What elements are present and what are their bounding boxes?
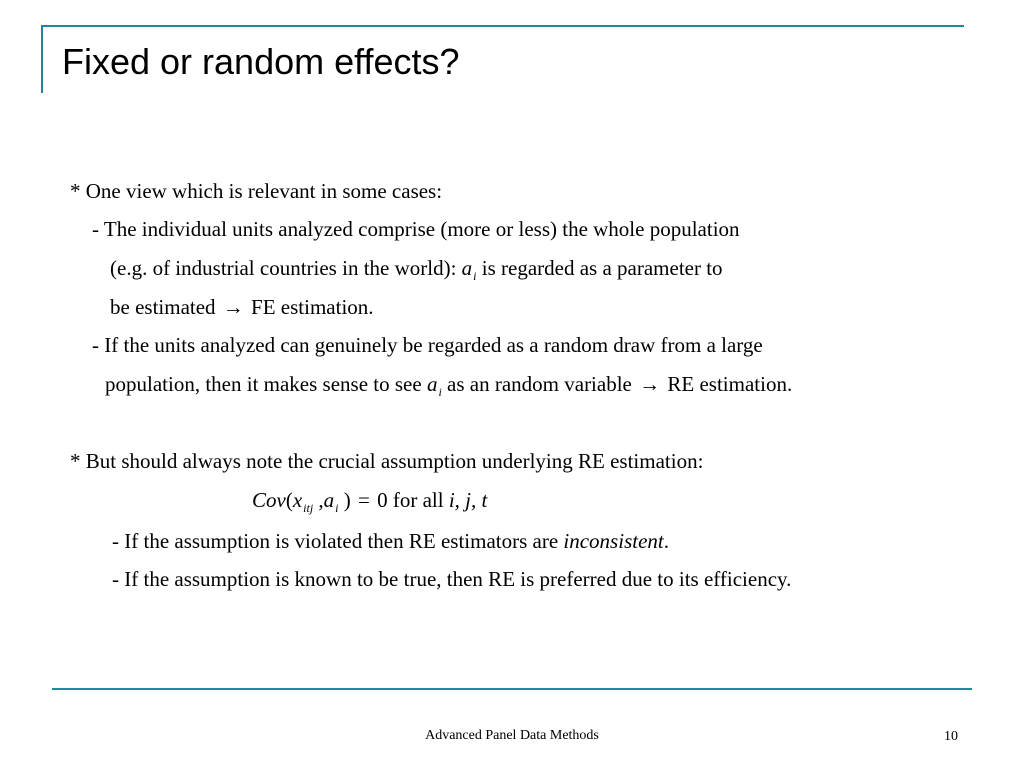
view-heading: * One view which is relevant in some cases: — [70, 179, 443, 203]
population-line-1: - The individual units analyzed comprise (more or less) the whole population — [92, 217, 740, 241]
formula-equals: = — [358, 488, 370, 512]
formula-zero: 0 — [377, 488, 388, 512]
population-line-2-pre: (e.g. of industrial countries in the world): — [110, 256, 457, 280]
random-line-2 — [105, 371, 792, 400]
random-line-1: - If the units analyzed can genuinely be regarded as a random draw from a large — [92, 333, 763, 357]
formula-a-subscript: i — [335, 501, 339, 515]
violated-line — [112, 528, 669, 554]
i-subscript: i — [473, 269, 477, 283]
assumption-heading: * But should always note the crucial assumption underlying RE estimation: — [70, 449, 704, 473]
formula-for-all: for all — [392, 488, 444, 512]
slide-title: Fixed or random effects? — [62, 41, 460, 82]
footer-title: Advanced Panel Data Methods — [425, 728, 599, 743]
violated-post: . — [663, 529, 669, 553]
formula-a: a — [323, 488, 335, 512]
i-subscript-2: i — [438, 385, 442, 399]
formula-x: x — [292, 488, 303, 512]
title-top-rule — [41, 25, 964, 27]
violated-emphasis: inconsistent — [563, 529, 664, 553]
random-line-2-post: RE estimation. — [667, 372, 793, 396]
population-line-3-pre: be estimated — [110, 295, 216, 319]
population-line-3 — [110, 294, 374, 320]
a-symbol: a — [461, 256, 473, 280]
formula-comma: , — [318, 488, 324, 512]
formula-open-paren: ( — [285, 488, 293, 512]
efficiency-line: - If the assumption is known to be true, then RE is preferred due to its efficiency. — [112, 567, 792, 591]
page-number: 10 — [944, 729, 958, 744]
random-line-2-mid: as an random variable — [447, 372, 632, 396]
arrow-icon: → — [222, 295, 244, 319]
random-line-2-pre: population, then it makes sense to see — [105, 372, 422, 396]
covariance-formula — [252, 487, 487, 516]
footer-rule — [52, 688, 972, 690]
formula-x-subscript: itj — [303, 501, 314, 515]
a-symbol-2: a — [426, 372, 438, 396]
arrow-icon-2: → — [639, 372, 661, 396]
population-line-2 — [110, 255, 723, 284]
title-left-rule — [41, 27, 43, 93]
population-line-3-post: FE estimation. — [251, 295, 374, 319]
formula-cov: Cov — [252, 488, 286, 512]
formula-indices: i, j, t — [448, 488, 488, 512]
violated-pre: - If the assumption is violated then RE estimators are — [112, 529, 559, 553]
population-line-2-post: is regarded as a parameter to — [481, 256, 723, 280]
formula-close-paren: ) — [343, 488, 351, 512]
